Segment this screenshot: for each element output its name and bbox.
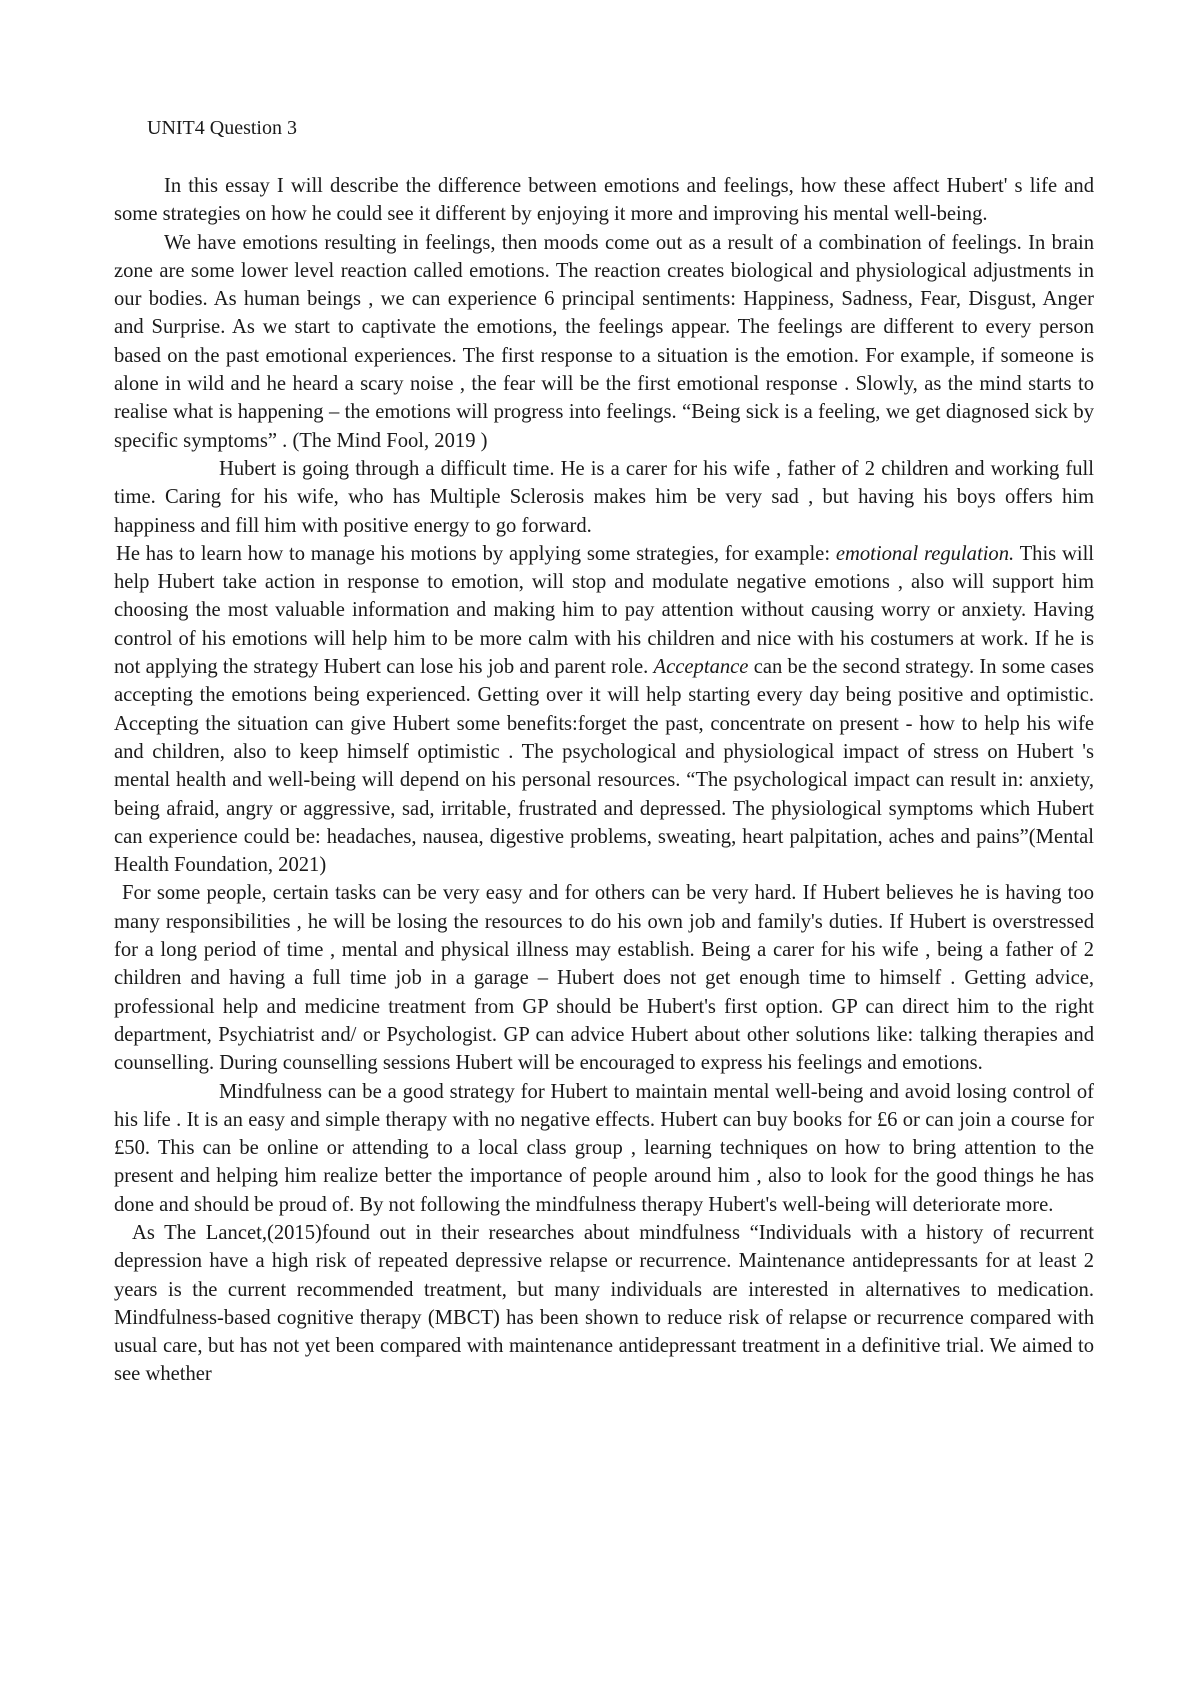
paragraph-strategies	[114, 540, 1094, 880]
paragraph-mindfulness: Mindfulness can be a good strategy for Hubert to maintain mental well-being and avoid losing control of his life . It is an easy and simple therapy with no negative effects. Hubert can buy books for £6 or can join a course for £50. This can be online or attending to a local class group , learning techniques on how to bring attention to the present and helping him realize better the importance of people around him , also to look for the good things he has done and should be proud of. By not following the mindfulness therapy Hubert's well-being will deteriorate more.	[114, 1080, 1094, 1216]
strategy-acceptance: Acceptance	[653, 656, 749, 679]
paragraph-lancet-research: As The Lancet,(2015)found out in their researches about mindfulness “Individuals with a history of recurrent depression have a high risk of repeated depressive relapse or recurrence. Maintenance antidepressants for at least 2 years is the current recommended treatment, but many individuals are interested in alternatives to medication. Mindfulness-based cognitive therapy (MBCT) has been shown to reduce risk of relapse or recurrence compared with usual care, but has not yet been compared with maintenance antidepressant treatment in a definitive trial. We aimed to see whether	[114, 1221, 1094, 1386]
strategies-text-before: He has to learn how to manage his motions by applying some strategies, for example:	[116, 542, 836, 565]
paragraph-introduction: In this essay I will describe the difference between emotions and feelings, how these affect Hubert' s life and some strategies on how he could see it different by enjoying it more and improving his mental well-being.	[114, 175, 1094, 226]
paragraph-emotions-feelings: We have emotions resulting in feelings, then moods come out as a result of a combination of feelings. In brain zone are some lower level reaction called emotions. The reaction creates biological and physiological adjustments in our bodies. As human beings , we can experience 6 principal sentiments: Happiness, Sadness, Fear, Disgust, Anger and Surprise. As we start to captivate the emotions, the feelings appear. The feelings are different to every person based on the past emotional experiences. The first response to a situation is the emotion. For example, if someone is alone in wild and he heard a scary noise , the fear will be the first emotional response . Slowly, as the mind starts to realise what is happening – the emotions will progress into feelings. “Being sick is a feeling, we get diagnosed sick by specific symptoms” . (The Mind Fool, 2019 )	[114, 231, 1094, 452]
strategies-text-middle: This will help Hubert take action in response to emotion, will stop and modulate negative emotions , also will support him choosing the most valuable information and making him to pay attention without causing worry or anxiety. Having control of his emotions will help him to be more calm with his children and nice with his costumers at work. If he is not applying the strategy Hubert can lose his job and parent role.	[114, 542, 1095, 679]
page-title: UNIT4 Question 3	[147, 117, 297, 139]
paragraph-hubert-situation: Hubert is going through a difficult time. He is a carer for his wife , father of 2 children and working full time. Caring for his wife, who has Multiple Sclerosis makes him be very sad , but having his boys offers him happiness and fill him with positive energy to go forward.	[114, 457, 1094, 537]
strategy-emotional-regulation: emotional regulation.	[835, 542, 1015, 565]
essay-body	[114, 172, 1094, 1389]
paragraph-responsibilities: For some people, certain tasks can be very easy and for others can be very hard. If Hubert believes he is having too many responsibilities , he will be losing the resources to do his own job and family's duties. If Hubert is overstressed for a long period of time , mental and physical illness may establish. Being a carer for his wife , being a father of 2 children and having a full time job in a garage – Hubert does not get enough time to himself . Getting advice, professional help and medicine treatment from GP should be Hubert's first option. GP can direct him to the right department, Psychiatrist and/ or Psychologist. GP can advice Hubert about other solutions like: talking therapies and counselling. During counselling sessions Hubert will be encouraged to express his feelings and emotions.	[114, 882, 1094, 1075]
strategies-text-after: can be the second strategy. In some cases accepting the emotions being experienced. Getting over it will help starting every day being positive and optimistic. Accepting the situation can give Hubert some benefits:forget the past, concentrate on present - how to help his wife and children, also to keep himself optimistic . The psychological and physiological impact of stress on Hubert 's mental health and well-being will depend on his personal resources. “The psychological impact can result in: anxiety, being afraid, angry or aggressive, sad, irritable, frustrated and depressed. The physiological symptoms which Hubert can experience could be: headaches, nausea, digestive problems, sweating, heart palpitation, aches and pains”(Mental Health Foundation, 2021)	[114, 656, 1095, 877]
